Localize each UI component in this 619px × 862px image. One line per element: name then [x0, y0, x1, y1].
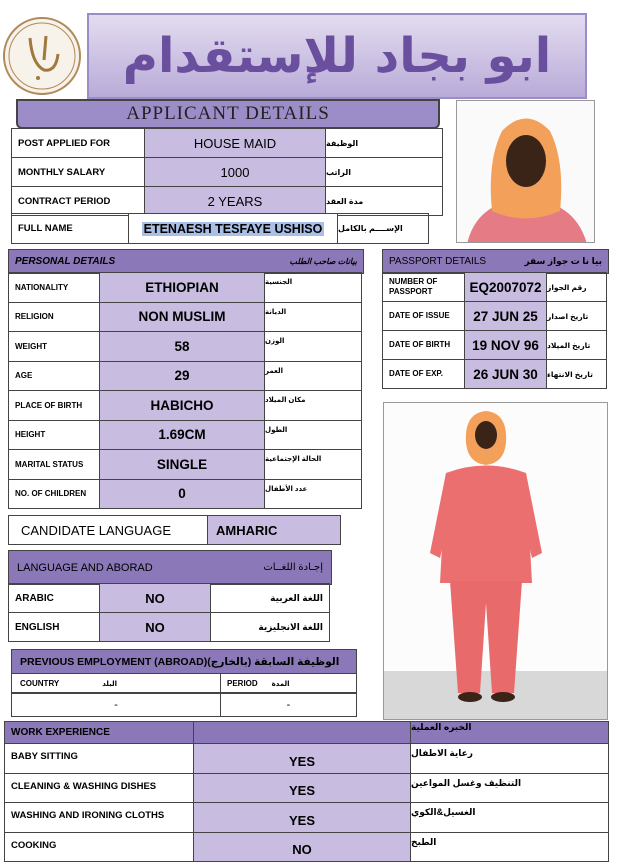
personal-detail-label-ar: الحالة الإجتماعية [264, 449, 362, 480]
work-experience-label: WASHING AND IRONING CLOTHS [4, 802, 194, 833]
language-value: NO [99, 583, 211, 613]
work-experience-value: YES [193, 743, 411, 774]
job-detail-label-ar: الوظيفة [325, 128, 443, 158]
company-name: ابو بجاد للإستقدام [122, 28, 552, 84]
personal-detail-label: WEIGHT [8, 331, 100, 362]
personal-detail-row [9, 303, 362, 333]
personal-detail-row [9, 391, 362, 421]
personal-detail-row [9, 421, 362, 451]
personal-detail-row [9, 273, 362, 303]
full-name-row [12, 214, 429, 244]
work-experience-label-ar: رعاية الاطفال [410, 743, 609, 774]
candidate-language-value: AMHARIC [207, 515, 341, 545]
personal-detail-value: 0 [99, 479, 265, 510]
job-detail-label: CONTRACT PERIOD [11, 186, 145, 216]
job-detail-row [12, 158, 443, 187]
work-experience-label: COOKING [4, 832, 194, 862]
language-label: ENGLISH [8, 612, 100, 642]
passport-detail-row [383, 302, 607, 331]
job-detail-row [12, 129, 443, 158]
personal-detail-label-ar: العمر [264, 361, 362, 392]
period-label-ar: المدة [271, 680, 290, 688]
language-title-ar: إجـادة اللغــات [263, 562, 323, 573]
full-name-value: ETENAESH TESFAYE USHISO [143, 221, 323, 236]
period-value: - [220, 692, 357, 717]
applicant-details-title: APPLICANT DETAILS [126, 103, 330, 124]
country-label: COUNTRY [20, 679, 60, 688]
personal-detail-label: NO. OF CHILDREN [8, 479, 100, 510]
work-experience-label-ar: التنظيف وغسل المواعين [410, 773, 609, 804]
candidate-language-row [9, 516, 341, 545]
passport-detail-value: 27 JUN 25 [464, 301, 547, 331]
personal-detail-value: 1.69CM [99, 420, 265, 451]
job-detail-row [12, 187, 443, 216]
section-title-bar [16, 99, 440, 129]
personal-detail-value: HABICHO [99, 390, 265, 421]
company-logo [0, 14, 84, 98]
personal-detail-label-ar: الديانة [264, 302, 362, 333]
job-detail-label-ar: الراتب [325, 157, 443, 187]
passport-detail-label-ar: تاريخ اصدار [546, 301, 607, 331]
passport-detail-row [383, 331, 607, 360]
work-experience-title-ar: الخبره العملية [410, 721, 609, 744]
candidate-language-label: CANDIDATE LANGUAGE [8, 515, 208, 545]
previous-employment-labels [12, 674, 357, 694]
passport-detail-value: EQ2007072 [464, 272, 547, 302]
previous-employment-values [12, 693, 357, 717]
full-name-label: FULL NAME [11, 213, 129, 244]
language-title: LANGUAGE AND ABORAD [17, 561, 153, 574]
company-banner [87, 13, 587, 99]
applicant-portrait [456, 100, 595, 243]
personal-detail-label: MARITAL STATUS [8, 449, 100, 480]
language-header [9, 551, 332, 585]
passport-detail-label: DATE OF EXP. [382, 359, 465, 389]
work-experience-label: CLEANING & WASHING DISHES [4, 773, 194, 804]
work-experience-header [5, 722, 609, 744]
work-experience-label-ar: الطبخ [410, 832, 609, 862]
personal-detail-label: AGE [8, 361, 100, 392]
passport-detail-row [383, 273, 607, 302]
job-detail-value: 2 YEARS [144, 186, 326, 216]
personal-detail-label: PLACE OF BIRTH [8, 390, 100, 421]
work-experience-label-ar: الغسيل&الكوي [410, 802, 609, 833]
language-value: NO [99, 612, 211, 642]
personal-detail-label: RELIGION [8, 302, 100, 333]
language-label-ar: اللغة العربية [210, 583, 330, 613]
language-label: ARABIC [8, 583, 100, 613]
personal-details-header [9, 250, 364, 274]
work-experience-value: NO [193, 832, 411, 862]
personal-detail-label-ar: الطول [264, 420, 362, 451]
previous-employment-title: PREVIOUS EMPLOYMENT (ABROAD)(بالخارج) الوظيفة السابقة [11, 649, 357, 674]
country-label-ar: البلد [102, 680, 117, 688]
job-detail-label: POST APPLIED FOR [11, 128, 145, 158]
passport-details-title-ar: بيا نا ت جواز سفر [524, 256, 602, 266]
passport-detail-label: NUMBER OF PASSPORT [382, 272, 465, 302]
work-experience-row [5, 774, 609, 804]
personal-detail-value: ETHIOPIAN [99, 272, 265, 303]
work-experience-value: YES [193, 773, 411, 804]
personal-detail-label: HEIGHT [8, 420, 100, 451]
language-row [9, 613, 330, 642]
personal-detail-row [9, 332, 362, 362]
personal-detail-row [9, 450, 362, 480]
job-detail-value: HOUSE MAID [144, 128, 326, 158]
personal-detail-label: NATIONALITY [8, 272, 100, 303]
personal-detail-label-ar: الجنسية [264, 272, 362, 303]
job-detail-label: MONTHLY SALARY [11, 157, 145, 187]
full-name-label-ar: الإســــم بالكامل [337, 213, 429, 244]
applicant-full-photo [383, 402, 608, 720]
period-label: PERIOD [227, 679, 258, 688]
personal-details-title-ar: بيانات صاحب الطلب [289, 257, 357, 266]
work-experience-title: WORK EXPERIENCE [4, 721, 194, 744]
passport-detail-row [383, 360, 607, 389]
job-detail-label-ar: مدة العقد [325, 186, 443, 216]
work-experience-row [5, 833, 609, 862]
work-experience-value: YES [193, 802, 411, 833]
passport-detail-label-ar: تاريخ الميلاد [546, 330, 607, 360]
passport-detail-label: DATE OF ISSUE [382, 301, 465, 331]
passport-detail-label: DATE OF BIRTH [382, 330, 465, 360]
passport-details-header [383, 250, 609, 274]
passport-detail-label-ar: رقم الجواز [546, 272, 607, 302]
passport-detail-value: 26 JUN 30 [464, 359, 547, 389]
country-value: - [11, 692, 221, 717]
personal-detail-row [9, 362, 362, 392]
personal-detail-value: NON MUSLIM [99, 302, 265, 333]
language-label-ar: اللغة الانجليزية [210, 612, 330, 642]
job-detail-value: 1000 [144, 157, 326, 187]
personal-detail-value: SINGLE [99, 449, 265, 480]
personal-detail-label-ar: عدد الأطفال [264, 479, 362, 510]
work-experience-row [5, 803, 609, 833]
personal-detail-value: 29 [99, 361, 265, 392]
passport-detail-value: 19 NOV 96 [464, 330, 547, 360]
personal-details-title: PERSONAL DETAILS [15, 256, 116, 267]
language-row [9, 584, 330, 613]
full-name-value-cell [128, 213, 338, 244]
previous-employment-header [12, 650, 357, 674]
personal-detail-label-ar: مكان الميلاد [264, 390, 362, 421]
personal-detail-label-ar: الوزن [264, 331, 362, 362]
personal-detail-row [9, 480, 362, 510]
work-experience-row [5, 744, 609, 774]
work-experience-label: BABY SITTING [4, 743, 194, 774]
personal-detail-value: 58 [99, 331, 265, 362]
passport-details-title: PASSPORT DETAILS [389, 256, 487, 267]
passport-detail-label-ar: تاريخ الانتهاء [546, 359, 607, 389]
